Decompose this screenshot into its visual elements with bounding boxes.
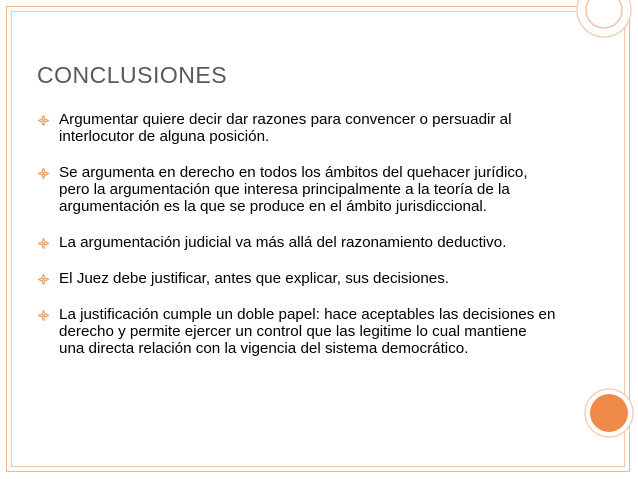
bullet-icon [38,238,49,249]
bullet-icon [38,115,49,126]
bullet-text: Argumentar quiere decir dar razones para convencer o persuadir al interlocutor de alguna posición. [59,111,512,145]
bullet-text: La justificación cumple un doble papel: hace aceptables las decisiones en derecho y permite ejercer un control que las legitime lo cual mantiene una directa relación con la vigencia del sistema democrático. [59,306,556,357]
bullet-item-1 [36,111,556,145]
bullet-icon [38,274,49,285]
bullet-item-3 [36,234,556,251]
bullet-text: El Juez debe justificar, antes que explicar, sus decisiones. [59,270,450,287]
bullet-item-4 [36,270,556,287]
slide-title: CONCLUSIONES [37,62,228,88]
bullet-text: La argumentación judicial va más allá del razonamiento deductivo. [59,234,507,251]
bullet-icon [38,168,49,179]
bullet-icon [38,310,49,321]
bullet-text: Se argumenta en derecho en todos los ámbitos del quehacer jurídico, pero la argumentación que interesa principalmente a la teoría de la argumentación es la que se produce en el ámbito jurisdiccional. [59,164,528,215]
bullet-list [36,111,556,357]
bullet-item-5 [36,306,556,357]
bullet-item-2 [36,164,556,215]
